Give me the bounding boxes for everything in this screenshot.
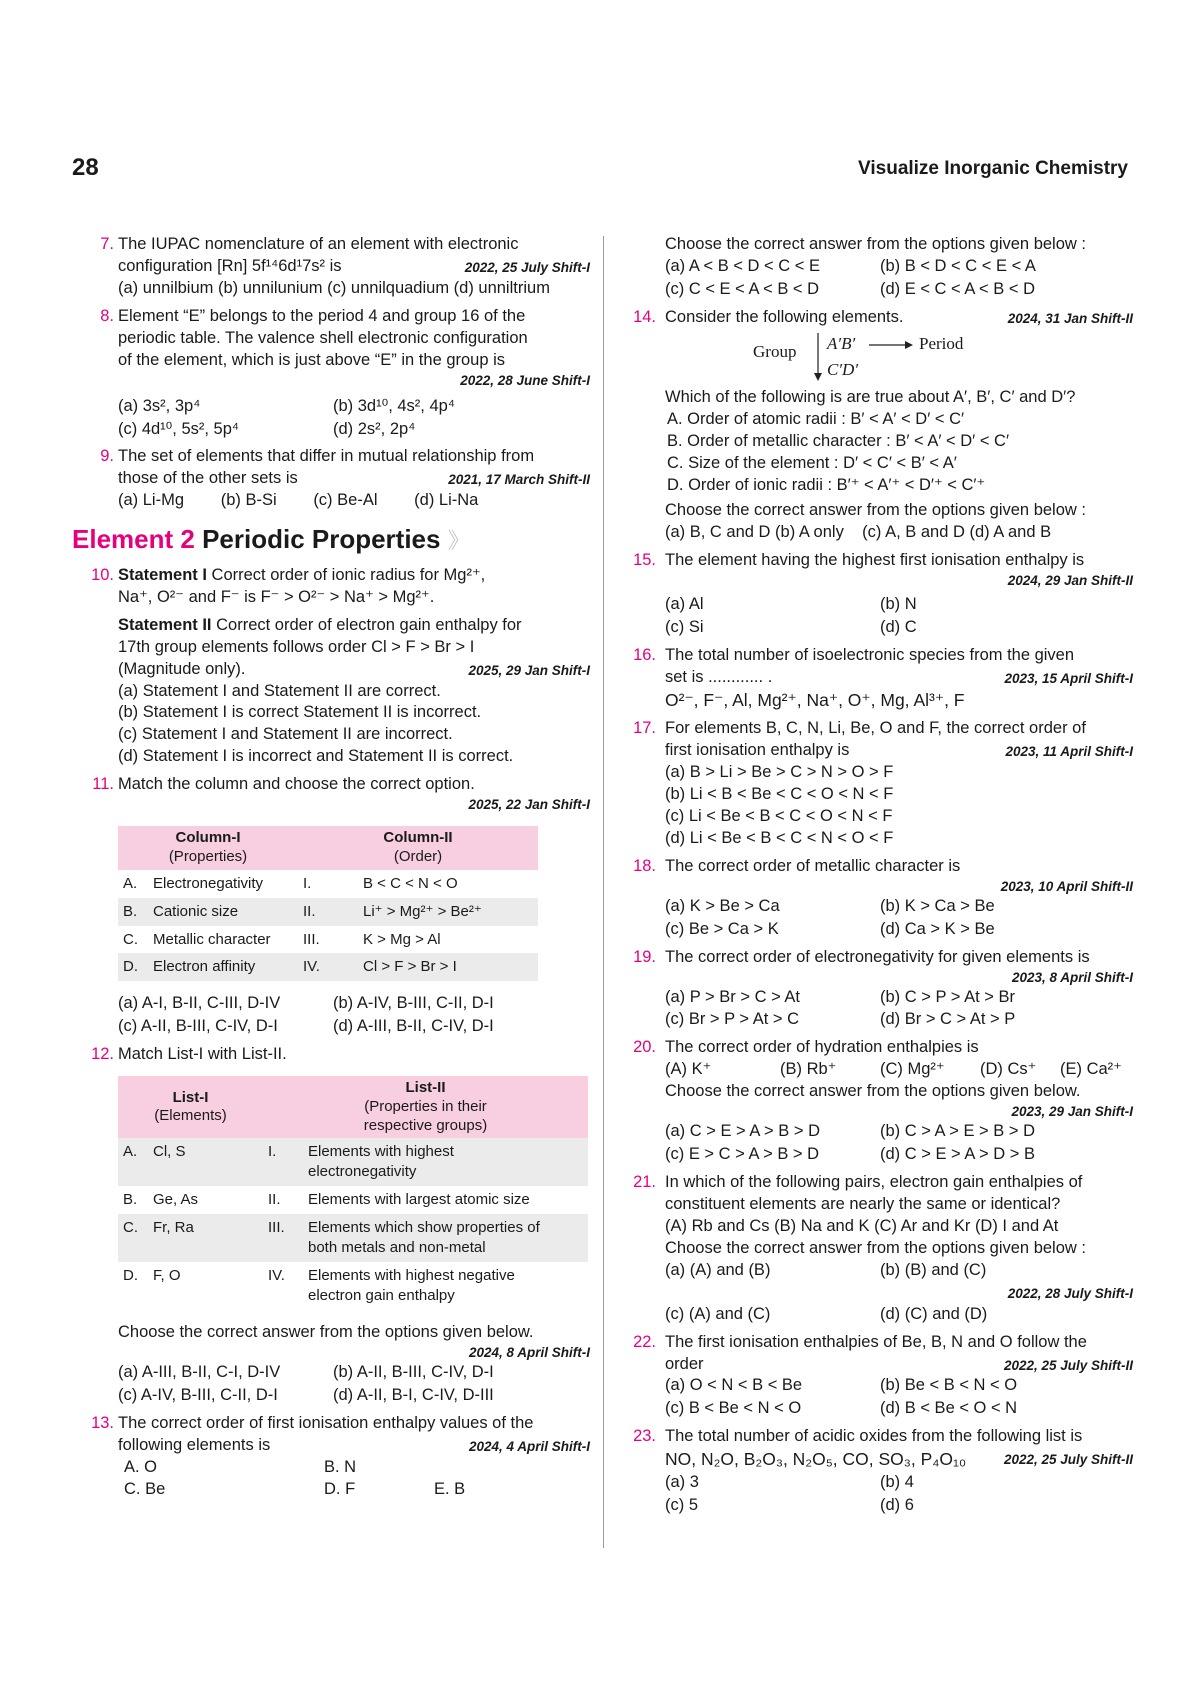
exam-source: 2023, 10 April Shift-II [1000, 878, 1133, 894]
question-text: The correct order of metallic character is [665, 856, 961, 875]
question-text: Element “E” belongs to the period 4 and group 16 of the [118, 306, 526, 325]
question-text: of the element, which is just above “E” in the group is [118, 350, 506, 369]
option-c: (c) E > C > A > B > D [665, 1145, 820, 1164]
option-b: (b) 3d¹⁰, 4s², 4p⁴ [333, 396, 455, 415]
column-divider [603, 236, 604, 1548]
question-text: The set of elements that differ in mutual relationship from [118, 447, 535, 466]
arrow-right-icon [867, 339, 915, 351]
statement-text: Correct order of electron gain enthalpy for [216, 615, 522, 634]
question-text: Match the column and choose the correct option. [118, 775, 475, 794]
option-b: (b) Li < B < Be < C < O < N < F [665, 785, 894, 804]
option-row [118, 490, 590, 512]
question-number: 11. [92, 775, 114, 794]
ion-item: (A) K⁺ [665, 1060, 712, 1079]
option-d: (d) Li < Be < B < C < N < O < F [665, 828, 894, 847]
exam-source: 2023, 29 Jan Shift-I [1011, 1104, 1133, 1120]
option-d: (d) C [880, 618, 917, 637]
statement-text: Na⁺, O²⁻ and F⁻ is F⁻ > O²⁻ > Na⁺ > Mg²⁺. [118, 587, 435, 606]
option-grid [118, 993, 590, 1038]
question-11 [80, 774, 590, 1038]
period-label: Period [919, 333, 964, 353]
question-text: first ionisation enthalpy is [665, 741, 850, 760]
exam-source: 2022, 28 June Shift-I [460, 372, 590, 388]
question-text: periodic table. The valence shell electronic configuration [118, 328, 528, 347]
table-row: A. Cl, S I. Elements with highest electronegativity [118, 1138, 588, 1186]
question-number: 21. [633, 1173, 656, 1192]
option-d: (d) 6 [880, 1496, 914, 1515]
question-text: The correct order of hydration enthalpies is [665, 1038, 979, 1057]
question-text: The first ionisation enthalpies of Be, B, N and O follow the [665, 1332, 1087, 1351]
option-d: (d) A-III, B-II, C-IV, D-I [333, 1017, 494, 1036]
question-number: 17. [633, 719, 656, 738]
chevron-right-icon: 》 [447, 528, 470, 554]
running-title: Visualize Inorganic Chemistry [858, 158, 1128, 179]
question-number: 13. [91, 1413, 114, 1432]
option-a: (a) Al [665, 595, 704, 614]
ion-item: (C) Mg²⁺ [880, 1060, 945, 1079]
right-column [625, 234, 1133, 1523]
question-text: The element having the highest first ionisation enthalpy is [665, 551, 1085, 570]
element-item: A. O [124, 1457, 158, 1476]
left-column [72, 234, 590, 1507]
question-number: 20. [633, 1038, 656, 1057]
option-b: (b) K > Ca > Be [880, 896, 995, 915]
option-a: (a) (A) and (B) [665, 1260, 771, 1279]
question-text: The total number of isoelectronic species from the given [665, 646, 1075, 665]
option-a: (a) A-I, B-II, C-III, D-IV [118, 994, 281, 1013]
question-text: The total number of acidic oxides from the following list is [665, 1427, 1083, 1446]
exam-source: 2022, 25 July Shift-I [464, 259, 590, 275]
question-number: 10. [91, 565, 114, 584]
question-options: (a) B, C and D (b) A only (c) A, B and D (d) A and B [665, 523, 1052, 542]
option-a: (a) B > Li > Be > C > N > O > F [665, 763, 894, 782]
exam-source: 2023, 11 April Shift-I [1005, 744, 1133, 760]
table-header: List-II (Properties in their respective groups) [263, 1076, 588, 1138]
question-text: Consider the following elements. [665, 307, 904, 326]
option-b: (b) C > A > E > B > D [880, 1122, 1035, 1141]
question-19 [625, 947, 1133, 1032]
oxide-list: NO, N₂O, B₂O₃, N₂O₅, CO, SO₃, P₄O₁₀ [665, 1449, 967, 1470]
option-a: (a) Li-Mg [118, 491, 185, 510]
table-row: B. Ge, As II. Elements with largest atomic size [118, 1186, 588, 1214]
option-grid [665, 1121, 1133, 1166]
exam-source: 2023, 8 April Shift-I [1011, 969, 1133, 985]
option-grid [665, 594, 1133, 639]
question-14 [625, 307, 1133, 545]
question-text: The correct order of first ionisation enthalpy values of the [118, 1413, 534, 1432]
table-row: C. Fr, Ra III. Elements which show properties of both metals and non-metal [118, 1214, 588, 1262]
option-c: (c) (A) and (C) [665, 1304, 771, 1323]
question-number: 22. [633, 1332, 656, 1351]
table-row: A. Electronegativity I. B < C < N < O [118, 870, 538, 898]
exam-source: 2024, 31 Jan Shift-II [1007, 310, 1133, 326]
option-d: (d) B < Be < O < N [880, 1399, 1018, 1418]
question-13-continued [625, 234, 1133, 301]
statement-text: 17th group elements follows order Cl > F > Br > I [118, 637, 475, 656]
question-8 [80, 306, 590, 441]
option-grid [665, 256, 1133, 301]
question-text: configuration [Rn] 5f¹⁴6d¹7s² is [118, 256, 342, 275]
question-text: Match List-I with List-II. [118, 1045, 287, 1064]
table-row: D. Electron affinity IV. Cl > F > Br > I [118, 953, 538, 981]
question-text: following elements is [118, 1435, 271, 1454]
question-number: 19. [633, 947, 656, 966]
option-c: (c) 4d¹⁰, 5s², 5p⁴ [118, 419, 239, 438]
option-b: (b) N [880, 595, 917, 614]
question-text: order [665, 1354, 704, 1373]
exam-source: 2023, 15 April Shift-I [1004, 671, 1133, 687]
option-d: (d) (C) and (D) [880, 1304, 988, 1323]
option-grid [665, 1260, 1133, 1326]
row-1-elements: A′B′ [827, 333, 856, 353]
statement-text: Correct order of ionic radius for Mg²⁺, [211, 565, 486, 584]
option-a: (a) 3s², 3p⁴ [118, 396, 201, 415]
exam-source: 2025, 22 Jan Shift-I [468, 797, 590, 813]
option-d: (d) C > E > A > D > B [880, 1145, 1035, 1164]
element-list [118, 1457, 590, 1501]
exam-source: 2022, 28 July Shift-I [1007, 1285, 1133, 1301]
section-heading [72, 522, 590, 557]
statement-label: Statement II [118, 615, 212, 634]
question-text: For elements B, C, N, Li, Be, O and F, the correct order of [665, 719, 1086, 738]
option-c: (c) A-IV, B-III, C-II, D-I [118, 1385, 278, 1404]
option-b: (b) 4 [880, 1473, 914, 1492]
question-10 [80, 565, 590, 768]
element-item: B. N [324, 1457, 357, 1476]
option-c: (c) Be-Al [313, 491, 378, 510]
exam-source: 2024, 29 Jan Shift-II [1007, 573, 1133, 589]
element-item: D. F [324, 1479, 356, 1498]
statement-item: B. Order of metallic character : B′ < A′ < D′ < C′ [667, 431, 1010, 450]
option-b: (b) B < D < C < E < A [880, 256, 1036, 275]
option-grid [118, 1362, 590, 1407]
question-text: Choose the correct answer from the options given below : [665, 1238, 1086, 1257]
option-d: (d) Ca > K > Be [880, 919, 995, 938]
question-text: (A) Rb and Cs (B) Na and K (C) Ar and Kr (D) I and At [665, 1216, 1059, 1235]
statement-text: (Magnitude only). [118, 659, 246, 678]
group-period-diagram [665, 331, 1133, 383]
table-header: Column-I (Properties) [118, 826, 298, 870]
statement-item: C. Size of the element : D′ < C′ < B′ < A′ [667, 453, 957, 472]
option-c: (c) Si [665, 618, 704, 637]
ion-item: (D) Cs⁺ [980, 1060, 1037, 1079]
option-a: (a) Statement I and Statement II are correct. [118, 681, 441, 700]
option-c: (c) A-II, B-III, C-IV, D-I [118, 1017, 278, 1036]
exam-source: 2021, 17 March Shift-II [448, 472, 590, 488]
table-header: Column-II (Order) [298, 826, 538, 870]
option-d: (d) A-II, B-I, C-IV, D-III [333, 1385, 494, 1404]
option-b: (b) (B) and (C) [880, 1260, 987, 1279]
question-number: 14. [633, 307, 656, 326]
question-text: constituent elements are nearly the same or identical? [665, 1194, 1061, 1213]
option-a: (a) A-III, B-II, C-I, D-IV [118, 1362, 281, 1381]
element-item: E. B [434, 1479, 466, 1498]
question-number: 12. [91, 1045, 114, 1064]
option-c: (c) Br > P > At > C [665, 1010, 800, 1029]
option-d: (d) Br > C > At > P [880, 1010, 1016, 1029]
statement-item: A. Order of atomic radii : B′ < A′ < D′ < C′ [667, 409, 965, 428]
table-row: B. Cationic size II. Li⁺ > Mg²⁺ > Be²⁺ [118, 898, 538, 926]
question-text: Which of the following is are true about A′, B′, C′ and D′? [665, 387, 1076, 406]
section-label: Element 2 [72, 524, 195, 555]
statement-item: D. Order of ionic radii : B′⁺ < A′⁺ < D′⁺ < C′⁺ [667, 475, 986, 494]
option-b: (b) A-II, B-III, C-IV, D-I [333, 1362, 494, 1381]
option-a: (a) 3 [665, 1473, 699, 1492]
option-grid [665, 1472, 1133, 1517]
option-c: (c) Li < Be < B < C < O < N < F [665, 806, 893, 825]
option-d: (d) Li-Na [414, 491, 479, 510]
option-a: (a) O < N < B < Be [665, 1376, 803, 1395]
option-c: (c) B < Be < N < O [665, 1399, 802, 1418]
option-a: (a) C > E > A > B > D [665, 1122, 820, 1141]
ion-item: (E) Ca²⁺ [1060, 1060, 1122, 1079]
option-grid [665, 1375, 1133, 1420]
question-number: 7. [100, 235, 114, 253]
question-text: Choose the correct answer from the options given below : [665, 235, 1086, 253]
exam-source: 2024, 4 April Shift-I [468, 1438, 590, 1454]
option-c: (c) Be > Ca > K [665, 919, 779, 938]
question-number: 8. [100, 306, 114, 325]
option-d: (d) Statement I is incorrect and Statement II is correct. [118, 747, 514, 766]
question-number: 18. [633, 856, 656, 875]
question-17 [625, 718, 1133, 850]
question-options: (a) unnilbium (b) unnilunium (c) unnilquadium (d) unniltrium [118, 278, 550, 297]
question-text: those of the other sets is [118, 469, 298, 488]
exam-source: 2024, 8 April Shift-I [468, 1344, 590, 1360]
option-d: (d) E < C < A < B < D [880, 279, 1035, 298]
option-grid [665, 987, 1133, 1032]
question-text: set is ............ . [665, 668, 773, 687]
option-a: (a) K > Be > Ca [665, 896, 780, 915]
option-d: (d) 2s², 2p⁴ [333, 419, 416, 438]
table-row: C. Metallic character III. K > Mg > Al [118, 926, 538, 954]
question-7 [80, 234, 590, 300]
option-grid [118, 396, 590, 441]
question-12 [80, 1044, 590, 1407]
option-a: (a) A < B < D < C < E [665, 256, 820, 275]
question-18 [625, 856, 1133, 941]
question-20 [625, 1037, 1133, 1166]
question-text: In which of the following pairs, electron gain enthalpies of [665, 1173, 1083, 1192]
question-number: 15. [633, 551, 656, 570]
question-23 [625, 1426, 1133, 1517]
question-16 [625, 645, 1133, 712]
section-title: Periodic Properties [202, 524, 441, 555]
question-22 [625, 1332, 1133, 1421]
option-c: (c) 5 [665, 1496, 698, 1515]
arrow-down-icon [813, 331, 827, 383]
question-21 [625, 1172, 1133, 1326]
page-number: 28 [72, 154, 99, 181]
ion-list [665, 1059, 1133, 1081]
question-text: Choose the correct answer from the options given below. [118, 1323, 534, 1342]
ion-item: (B) Rb⁺ [780, 1060, 837, 1079]
row-2-elements: C′D′ [827, 359, 859, 379]
group-label: Group [753, 341, 797, 361]
question-15 [625, 550, 1133, 639]
statement-list [665, 409, 1133, 497]
question-9 [80, 446, 590, 512]
option-b: (b) C > P > At > Br [880, 987, 1015, 1006]
option-a: (a) P > Br > C > At [665, 987, 800, 1006]
statement-label: Statement I [118, 565, 207, 584]
exam-source: 2025, 29 Jan Shift-I [468, 662, 590, 678]
question-text: Choose the correct answer from the options given below : [665, 501, 1086, 520]
table-header: List-I (Elements) [118, 1076, 263, 1138]
question-text: The IUPAC nomenclature of an element with electronic [118, 235, 519, 253]
option-b: (b) B-Si [220, 491, 277, 510]
option-grid [665, 896, 1133, 941]
exam-source: 2022, 25 July Shift-II [1003, 1357, 1133, 1373]
question-number: 9. [100, 447, 114, 466]
option-b: (b) Statement I is correct Statement II is incorrect. [118, 703, 482, 722]
species-list: O²⁻, F⁻, Al, Mg²⁺, Na⁺, O⁺, Mg, Al³⁺, F [665, 689, 965, 710]
question-13 [80, 1413, 590, 1501]
question-text: Choose the correct answer from the options given below. [665, 1082, 1081, 1101]
element-item: C. Be [124, 1479, 166, 1498]
option-b: (b) A-IV, B-III, C-II, D-I [333, 994, 494, 1013]
match-table [118, 826, 538, 981]
question-text: The correct order of electronegativity for given elements is [665, 947, 1090, 966]
question-number: 16. [633, 646, 656, 665]
option-b: (b) Be < B < N < O [880, 1376, 1018, 1395]
question-number: 23. [633, 1427, 656, 1446]
table-row: D. F, O IV. Elements with highest negative electron gain enthalpy [118, 1262, 588, 1310]
option-c: (c) Statement I and Statement II are incorrect. [118, 725, 453, 744]
match-table [118, 1076, 588, 1310]
option-c: (c) C < E < A < B < D [665, 279, 820, 298]
page-header [72, 152, 1128, 186]
exam-source: 2022, 25 July Shift-II [1003, 1452, 1133, 1468]
